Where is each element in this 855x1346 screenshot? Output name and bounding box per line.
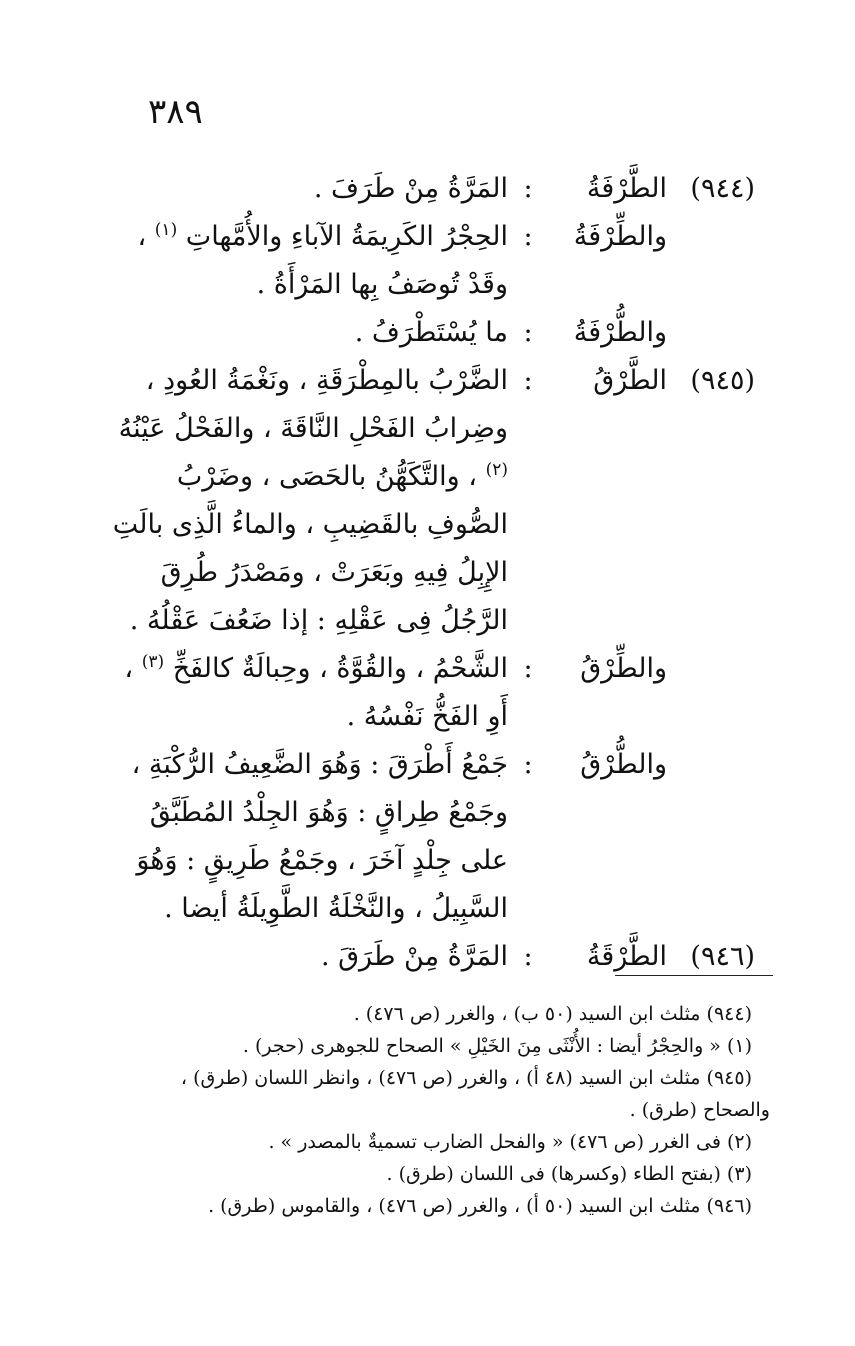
entry-headword: الطَّرْقَةُ (586, 941, 667, 972)
entry (0, 309, 855, 357)
entry-definition: المَرَّةُ مِنْ طَرَفَ . (313, 173, 508, 204)
entry-headword: والطِّرْفَةُ (573, 221, 667, 252)
entry (0, 741, 855, 933)
entry-headword: الطَّرْفَةُ (586, 173, 667, 204)
footnote-line: (٢) فى الغرر (ص ٤٧٦) « والفحل الضارب تسميةٌ بالمصدر » . (268, 1131, 752, 1153)
entry-number: (٩٤٥) (690, 365, 755, 396)
footnote-line: (٩٤٥) مثلث ابن السيد (٤٨ أ) ، والغرر (ص ٤٧٦) ، وانظر اللسان (طرق) ، (180, 1067, 752, 1089)
definition-text: الشَّحْمُ ، والقُوَّةُ ، وحِبالَةٌ كالفَخِّ (172, 653, 508, 684)
entry (0, 357, 855, 645)
entry-definition: جَمْعُ أَطْرَقَ : وَهُوَ الضَّعِيفُ الرُّكْبَةِ ، وجَمْعُ طِراقٍ : وَهُوَ الجِلْدُ المُطَبَّقُ على جِلْدٍ آخَرَ ، وجَمْعُ طَرِيقٍ : وَهُوَ السَّبِيلُ ، والنَّخْلَةُ الطَّوِيلَةُ أيضا . (131, 749, 508, 924)
entry (0, 165, 855, 213)
footnote-line: (٩٤٦) مثلث ابن السيد (٥٠ أ) ، والغرر (ص ٤٧٦) ، والقاموس (طرق) . (208, 1195, 752, 1217)
entry-definition (105, 357, 508, 645)
entry-headword: والطِّرْقُ (580, 653, 667, 684)
definition-text: الضَّرْبُ بالمِطْرَقَةِ ، ونَغْمَةُ العُودِ ، وضِرابُ الفَحْلِ النَّاقَةَ ، والفَحْلُ عَيْنُهُ (118, 365, 508, 444)
entry (0, 645, 855, 741)
footnote-line: (٩٤٤) مثلث ابن السيد (٥٠ ب) ، والغرر (ص ٤٧٦) . (353, 1003, 752, 1025)
entry-headword: والطُّرْقُ (580, 749, 667, 780)
entry-definition (105, 213, 508, 309)
entry-colon: : (523, 365, 533, 396)
page-number: ٣٨٩ (148, 92, 203, 132)
footnote-marker: (٢) (485, 460, 508, 480)
footnotes (100, 998, 770, 1222)
definition-text-continued: ، والتَّكَهُّنُ بالحَصَى ، وضَرْبُ الصُّوفِ بالقَضِيبِ ، والماءُ الَّذِى بالَتِ الإِبِلُ فِيهِ وبَعَرَتْ ، ومَصْدَرُ طُرِقَ الرَّجُلُ فِى عَقْلِهِ : إذا ضَعُفَ عَقْلُهُ . (112, 461, 508, 636)
entry-colon: : (523, 221, 533, 252)
entry-number: (٩٤٤) (690, 173, 755, 204)
footnote-continuation: والصحاح (طرق) . (629, 1099, 770, 1121)
dictionary-entries (0, 165, 855, 981)
definition-text-continued: ، أَوِ الفَخُّ نَفْسُهُ . (124, 653, 508, 732)
footnote-separator (615, 975, 773, 976)
entry-colon: : (523, 749, 533, 780)
entry-headword: والطُّرْفَةُ (573, 317, 667, 348)
entry-definition: ما يُسْتَطْرَفُ . (354, 317, 508, 348)
entry-colon: : (523, 653, 533, 684)
definition-text-continued: ، وقَدْ تُوصَفُ بِها المَرْأَةُ . (137, 221, 508, 300)
entry (0, 213, 855, 309)
entry-colon: : (523, 173, 533, 204)
footnote-line: (٣) (بفتح الطاء (وكسرها) فى اللسان (طرق) . (386, 1163, 752, 1185)
footnote-marker: (١) (154, 220, 178, 240)
entry (0, 933, 855, 981)
entry-headword: الطَّرْقُ (593, 365, 667, 396)
definition-text: الحِجْرُ الكَرِيمَةُ الآباءِ والأُمَّهاتِ (185, 221, 508, 252)
entry-number: (٩٤٦) (690, 941, 755, 972)
entry-colon: : (523, 317, 533, 348)
footnote-line: (١) « والحِجْرُ أيضا : الأُنْثَى مِنَ الخَيْلِ » الصحاح للجوهرى (حجر) . (242, 1035, 752, 1057)
entry-colon: : (523, 941, 533, 972)
entry-definition: المَرَّةُ مِنْ طَرَقَ . (320, 941, 508, 972)
footnote-marker: (٣) (141, 652, 165, 672)
entry-definition (105, 645, 508, 741)
